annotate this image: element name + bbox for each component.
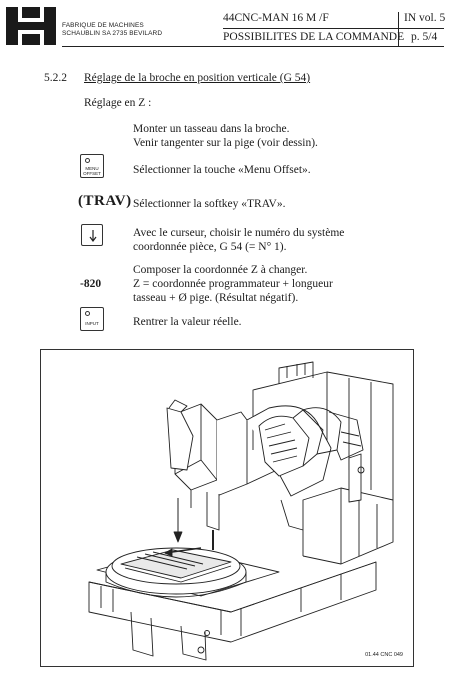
company-logo bbox=[4, 5, 58, 47]
cursor-line-1: Avec le curseur, choisir le numéro du système bbox=[133, 227, 345, 239]
menu-key-line-2: OFFSET bbox=[83, 171, 101, 176]
company-name bbox=[62, 22, 162, 38]
trav-text: Sélectionner la softkey «TRAV». bbox=[133, 198, 286, 210]
trav-bracket-left: ( bbox=[78, 193, 84, 209]
figure-reference: 01.44 CNC 049 bbox=[365, 652, 403, 658]
key-led-icon bbox=[85, 311, 90, 316]
compose-line-1: Composer la coordonnée Z à changer. bbox=[133, 264, 308, 276]
menu-key-line-1: MENU bbox=[85, 166, 99, 171]
company-line-1: FABRIQUE DE MACHINES bbox=[62, 22, 144, 29]
intro-line-2: Venir tangenter sur la pige (voir dessin). bbox=[133, 137, 318, 149]
header-divider bbox=[398, 12, 399, 46]
doc-reference: 44CNC-MAN 16 M /F bbox=[223, 12, 329, 24]
trav-softkey[interactable] bbox=[78, 192, 132, 210]
volume-label: IN vol. 5 bbox=[404, 12, 446, 24]
page-number: p. 5/4 bbox=[411, 31, 438, 43]
input-key[interactable] bbox=[80, 307, 104, 331]
machine-drawing-frame bbox=[40, 349, 414, 667]
section-subtitle: Réglage en Z : bbox=[84, 97, 152, 109]
z-value: -820 bbox=[80, 278, 102, 290]
section-number: 5.2.2 bbox=[44, 72, 67, 84]
chapter-title: POSSIBILITES DE LA COMMANDE bbox=[223, 31, 405, 43]
compose-line-2: Z = coordonnée programmateur + longueur bbox=[133, 278, 333, 290]
arrow-down-icon bbox=[88, 229, 98, 242]
key-led-icon bbox=[85, 158, 90, 163]
section-title: Réglage de la broche en position verticale (G 54) bbox=[84, 72, 311, 84]
compose-line-3: tasseau + Ø pige. (Résultat négatif). bbox=[133, 292, 299, 304]
company-line-2: SCHAUBLIN SA 2735 BEVILARD bbox=[62, 30, 163, 37]
cursor-line-2: coordonnée pièce, G 54 (= N° 1). bbox=[133, 241, 287, 253]
input-text: Rentrer la valeur réelle. bbox=[133, 316, 242, 328]
intro-line-1: Monter un tasseau dans la broche. bbox=[133, 123, 290, 135]
menu-offset-key[interactable] bbox=[80, 154, 104, 178]
trav-key-label: TRAV bbox=[83, 193, 127, 209]
header-rule-middle bbox=[223, 28, 444, 29]
trav-bracket-right: ) bbox=[126, 193, 132, 209]
milling-machine-drawing bbox=[41, 350, 413, 666]
input-key-label: INPUT bbox=[85, 321, 99, 326]
header-rule-bottom bbox=[62, 46, 444, 47]
cursor-down-key[interactable] bbox=[81, 224, 103, 246]
menu-offset-text: Sélectionner la touche «Menu Offset». bbox=[133, 164, 311, 176]
